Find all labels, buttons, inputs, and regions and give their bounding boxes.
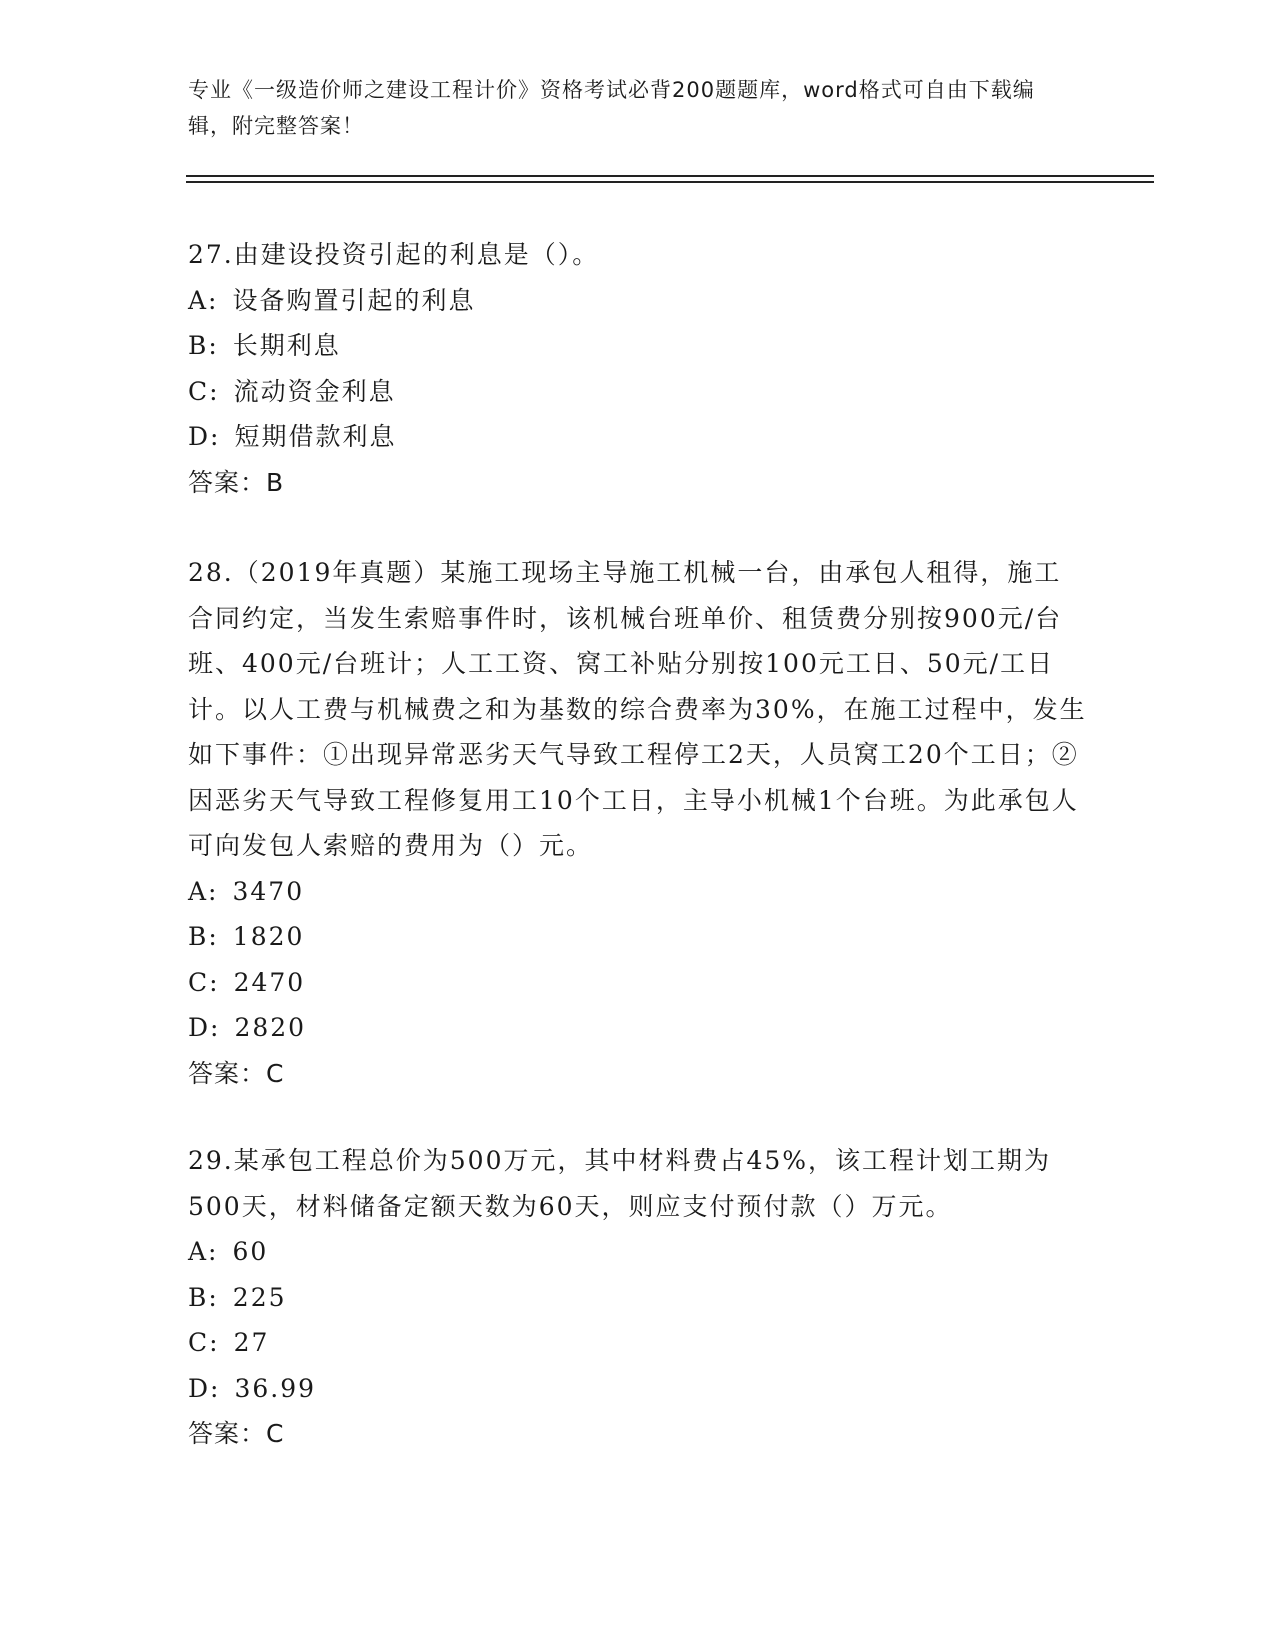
option-text: 短期借款利息	[234, 422, 397, 451]
option-d	[188, 1366, 1088, 1412]
option-letter: D:	[188, 1013, 221, 1042]
answer-label: 答案：B	[188, 467, 285, 497]
header-divider-top	[186, 175, 1154, 177]
header-divider-bottom	[186, 181, 1154, 183]
option-b	[188, 1275, 1088, 1321]
option-letter: C:	[188, 967, 220, 997]
option-text: 36.99	[234, 1373, 317, 1403]
question-stem: 27.由建设投资引起的利息是（）。	[188, 240, 600, 269]
question-28	[188, 550, 1088, 1096]
question-29	[188, 1138, 1088, 1457]
answer-label: 答案：C	[188, 1058, 285, 1088]
option-letter: D:	[188, 1373, 221, 1403]
question-stem: 29.某承包工程总价为500万元，其中材料费占45%，该工程计划工期为500天，材料储备定额天数为60天，则应支付预付款（）万元。	[188, 1146, 1052, 1221]
option-text: 长期利息	[232, 331, 341, 360]
option-letter: D:	[188, 422, 221, 451]
question-stem: 28.（2019年真题）某施工现场主导施工机械一台，由承包人租得，施工合同约定，当发生索赔事件时，该机械台班单价、租赁费分别按900元/台班、400元/台班计；人工工资、窝工补贴分别按100元工日、50元/工日计。以人工费与机械费之和为基数的综合费率为30%，在施工过程中，发生如下事件：①出现异常恶劣天气导致工程停工2天，人员窝工20个工日；②因恶劣天气导致工程修复用工10个工日，主导小机械1个台班。为此承包人可向发包人索赔的费用为（）元。	[188, 558, 1087, 860]
option-text: 225	[232, 1282, 287, 1312]
option-letter: A:	[188, 876, 219, 906]
option-text: 60	[232, 1237, 269, 1266]
option-a	[188, 278, 1088, 324]
option-a	[188, 1229, 1088, 1275]
option-d	[188, 414, 1088, 460]
option-letter: A:	[188, 1237, 219, 1266]
option-text: 设备购置引起的利息	[232, 285, 476, 315]
option-letter: B:	[188, 1282, 219, 1312]
option-letter: C:	[188, 1328, 220, 1357]
option-letter: B:	[188, 331, 219, 360]
answer-label: 答案：C	[188, 1419, 285, 1448]
option-a	[188, 869, 1088, 915]
option-text: 2470	[233, 967, 306, 997]
option-text: 1820	[232, 922, 305, 951]
document-header: 专业《一级造价师之建设工程计价》资格考试必背200题题库，word格式可自由下载编辑，附完整答案！	[188, 78, 1035, 138]
option-b	[188, 914, 1088, 960]
option-letter: B:	[188, 922, 219, 951]
question-27	[188, 232, 1088, 505]
option-text: 2820	[234, 1013, 307, 1042]
option-b	[188, 323, 1088, 369]
option-d	[188, 1005, 1088, 1051]
option-c	[188, 960, 1088, 1006]
option-letter: C:	[188, 376, 220, 406]
option-c	[188, 1320, 1088, 1366]
option-letter: A:	[188, 285, 219, 315]
option-text: 27	[233, 1328, 270, 1357]
option-text: 流动资金利息	[233, 376, 396, 406]
option-text: 3470	[232, 876, 305, 906]
option-c	[188, 369, 1088, 415]
